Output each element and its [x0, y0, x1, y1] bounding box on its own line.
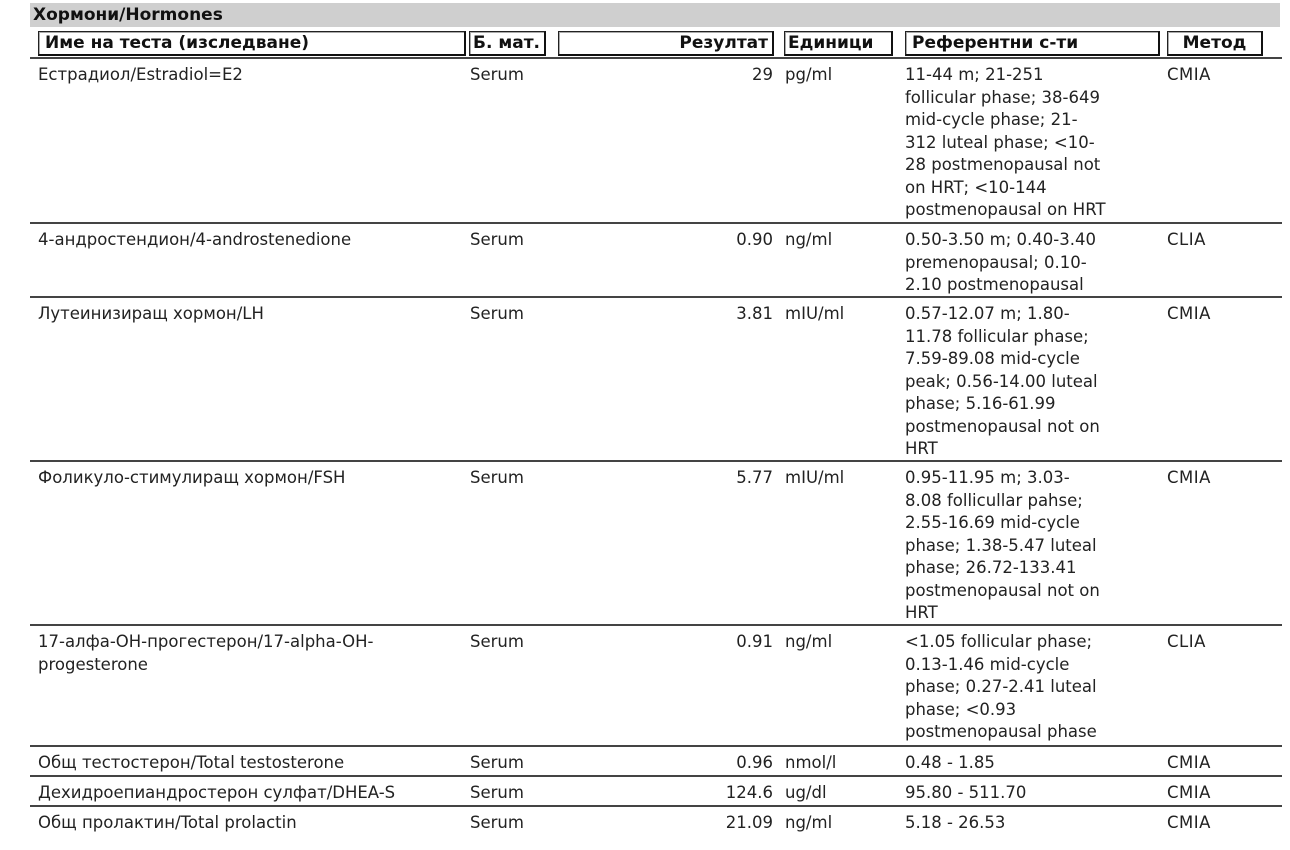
reference-line: postmenopausal not on	[905, 580, 1100, 600]
units: ng/ml	[785, 230, 833, 249]
reference-line: phase; 0.27-2.41 luteal	[905, 677, 1097, 696]
reference-line: 0.57-12.07 m; 1.80-	[905, 304, 1070, 323]
test-name: Лутеинизиращ хормон/LH	[38, 304, 264, 323]
reference-line: 2.10 postmenopausal	[905, 275, 1084, 294]
method: CMIA	[1167, 304, 1211, 323]
method: CLIA	[1167, 230, 1206, 249]
reference-line: postmenopausal phase	[905, 722, 1097, 741]
reference-line: 0.48 - 1.85	[905, 753, 995, 772]
units: mIU/ml	[785, 304, 845, 323]
test-name: Естрадиол/Estradiol=E2	[38, 65, 243, 84]
result-value: 5.77	[736, 468, 773, 487]
material: Serum	[470, 753, 524, 772]
reference-line: phase; <0.93	[905, 699, 1017, 719]
reference-line: 95.80 - 511.70	[905, 783, 1027, 802]
material: Serum	[470, 230, 524, 249]
units: mIU/ml	[785, 468, 845, 487]
reference-line: 0.13-1.46 mid-cycle	[905, 654, 1070, 674]
units: ng/ml	[785, 813, 833, 832]
result-value: 0.90	[736, 230, 773, 249]
header-units: Единици	[784, 31, 893, 56]
method: CMIA	[1167, 813, 1211, 832]
result-value: 29	[752, 65, 773, 84]
test-name: 17-алфа-ОН-прогестерон/17-alpha-OH-progesterone	[38, 632, 374, 674]
table-row	[0, 461, 1290, 625]
reference-line: <1.05 follicular phase;	[905, 632, 1093, 651]
table-row	[0, 625, 1290, 746]
material: Serum	[470, 813, 524, 832]
material: Serum	[470, 468, 524, 487]
reference-line: 8.08 follicullar pahse;	[905, 490, 1083, 510]
reference-line: HRT	[905, 439, 938, 458]
test-name: Общ тестостерон/Total testosterone	[38, 753, 345, 772]
reference-line: phase; 26.72-133.41	[905, 558, 1077, 577]
material: Serum	[470, 65, 524, 84]
result-value: 3.81	[736, 304, 773, 323]
section-header	[30, 3, 1280, 27]
material: Serum	[470, 304, 524, 323]
reference-line: 0.95-11.95 m; 3.03-	[905, 468, 1070, 487]
reference-line: follicular phase; 38-649	[905, 87, 1100, 107]
reference-line: premenopausal; 0.10-	[905, 252, 1087, 272]
reference-line: 0.50-3.50 m; 0.40-3.40	[905, 230, 1096, 249]
material: Serum	[470, 632, 524, 651]
method: CMIA	[1167, 783, 1211, 802]
reference-line: mid-cycle phase; 21-	[905, 110, 1078, 129]
units: pg/ml	[785, 65, 833, 84]
table-row	[0, 58, 1290, 223]
test-name: 4-андростендион/4-androstenedione	[38, 230, 352, 249]
reference-line: 312 luteal phase; <10-	[905, 132, 1095, 152]
result-value: 0.96	[736, 753, 773, 772]
table-row	[0, 776, 1290, 806]
units: ng/ml	[785, 632, 833, 651]
method: CMIA	[1167, 65, 1211, 84]
reference-line: 2.55-16.69 mid-cycle	[905, 513, 1080, 532]
units: ug/dl	[785, 783, 827, 802]
table-row	[0, 806, 1290, 836]
header-reference: Референтни с-ти	[905, 31, 1160, 56]
reference-line: peak; 0.56-14.00 luteal	[905, 371, 1098, 391]
test-name: Дехидроепиандростерон сулфат/DHEA-S	[38, 783, 396, 802]
reference-range	[905, 64, 1106, 222]
reference-line: 11-44 m; 21-251	[905, 65, 1044, 84]
result-value: 0.91	[736, 632, 773, 651]
table-row	[0, 746, 1290, 776]
header-material: Б. мат.	[469, 31, 546, 56]
header-method: Метод	[1167, 31, 1263, 56]
reference-line: phase; 1.38-5.47 luteal	[905, 535, 1097, 555]
reference-range	[905, 229, 1096, 297]
reference-range	[905, 303, 1100, 461]
reference-line: 11.78 follicular phase;	[905, 326, 1089, 346]
result-value: 21.09	[725, 813, 773, 832]
reference-range	[905, 467, 1100, 625]
reference-line: on HRT; <10-144	[905, 177, 1047, 197]
material: Serum	[470, 783, 524, 802]
method: CMIA	[1167, 753, 1211, 772]
reference-range	[905, 812, 1005, 835]
reference-range	[905, 782, 1026, 805]
method: CMIA	[1167, 468, 1211, 487]
table-row	[0, 223, 1290, 297]
section-title: Хормони/Hormones	[33, 5, 223, 25]
header-test-name: Име на теста (изследване)	[38, 31, 466, 56]
reference-line: postmenopausal not on	[905, 416, 1100, 436]
reference-range	[905, 752, 995, 775]
test-name: Общ пролактин/Total prolactin	[38, 813, 297, 832]
method: CLIA	[1167, 632, 1206, 651]
header-result: Резултат	[558, 31, 774, 56]
reference-line: 5.18 - 26.53	[905, 813, 1006, 832]
reference-line: phase; 5.16-61.99	[905, 394, 1056, 413]
reference-line: 7.59-89.08 mid-cycle	[905, 349, 1080, 368]
table-row	[0, 297, 1290, 461]
reference-line: 28 postmenopausal not	[905, 155, 1101, 174]
test-name: Фоликуло-стимулиращ хормон/FSH	[38, 468, 346, 487]
units: nmol/l	[785, 753, 837, 772]
reference-line: postmenopausal on HRT	[905, 200, 1106, 219]
reference-range	[905, 631, 1097, 744]
result-value: 124.6	[725, 783, 773, 802]
reference-line: HRT	[905, 603, 938, 622]
